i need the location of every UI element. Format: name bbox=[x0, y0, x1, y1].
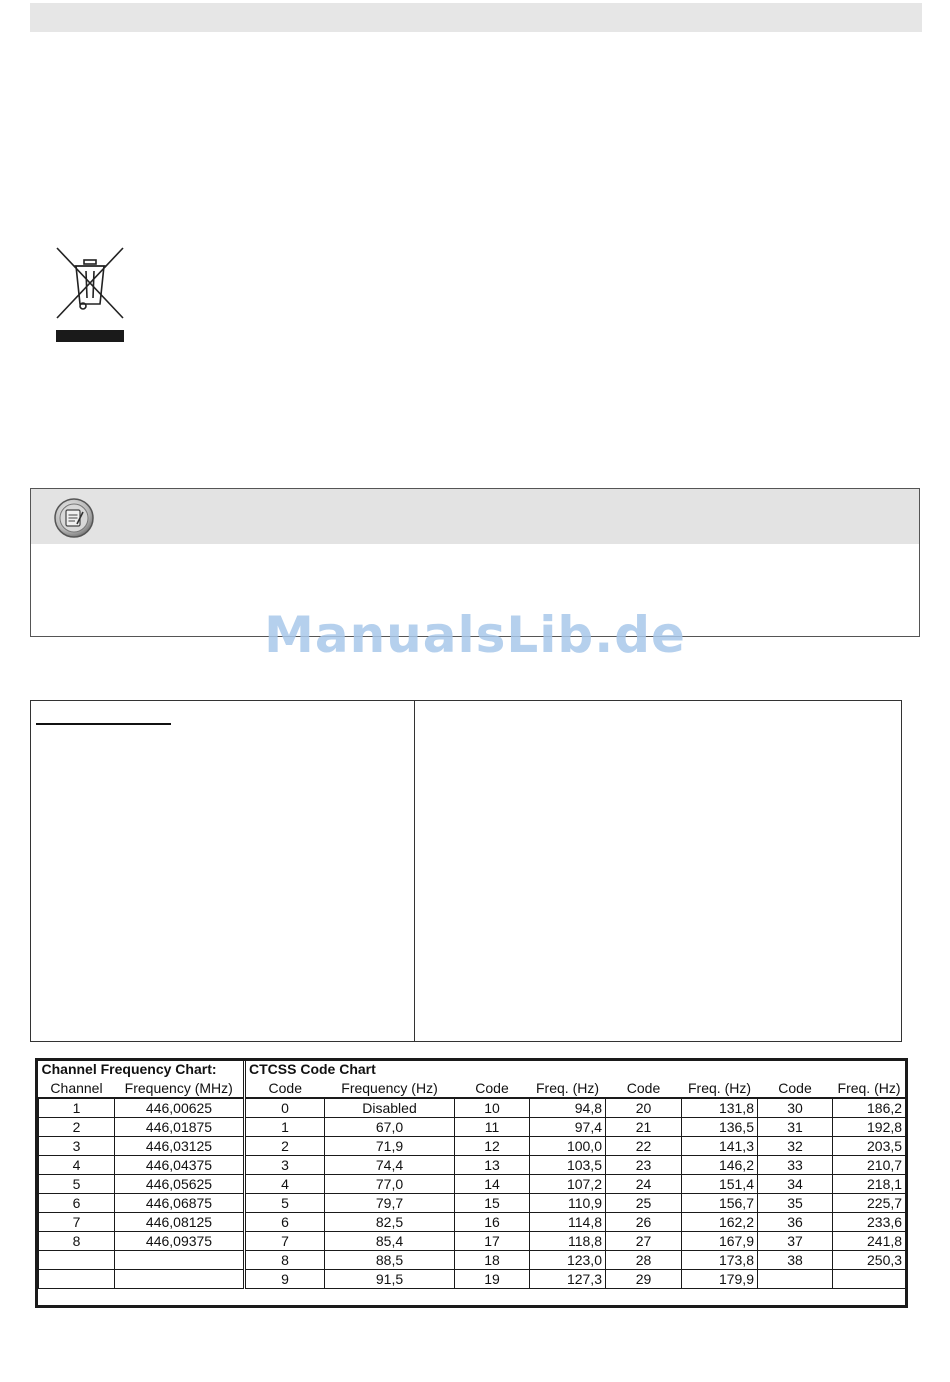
table-cell: 8 bbox=[39, 1232, 115, 1251]
table-cell: 32 bbox=[758, 1137, 833, 1156]
table-cell: 114,8 bbox=[530, 1213, 606, 1232]
table-cell: 3 bbox=[245, 1156, 325, 1175]
table-cell: 25 bbox=[606, 1194, 682, 1213]
table-cell: 107,2 bbox=[530, 1175, 606, 1194]
crossed-out-wheelie-bin-icon bbox=[54, 246, 126, 344]
table-cell: 20 bbox=[606, 1098, 682, 1118]
table-cell bbox=[39, 1251, 115, 1270]
table-cell: 210,7 bbox=[833, 1156, 906, 1175]
table-cell: 5 bbox=[39, 1175, 115, 1194]
table-cell: 123,0 bbox=[530, 1251, 606, 1270]
table-cell: 26 bbox=[606, 1213, 682, 1232]
table-row bbox=[39, 1194, 906, 1213]
table-cell: 179,9 bbox=[682, 1270, 758, 1289]
table-row bbox=[39, 1270, 906, 1289]
table-cell: 94,8 bbox=[530, 1098, 606, 1118]
table-cell: 446,08125 bbox=[115, 1213, 245, 1232]
table-cell: 8 bbox=[245, 1251, 325, 1270]
table-cell: 13 bbox=[455, 1156, 530, 1175]
table-cell: 0 bbox=[245, 1098, 325, 1118]
table-cell: 37 bbox=[758, 1232, 833, 1251]
table-cell: 4 bbox=[39, 1156, 115, 1175]
table-cell bbox=[758, 1270, 833, 1289]
table-cell: 24 bbox=[606, 1175, 682, 1194]
table-cell: 11 bbox=[455, 1118, 530, 1137]
note-icon bbox=[53, 497, 95, 539]
table-cell: 141,3 bbox=[682, 1137, 758, 1156]
header-bar bbox=[30, 3, 922, 32]
table-cell: 100,0 bbox=[530, 1137, 606, 1156]
table-cell: 446,04375 bbox=[115, 1156, 245, 1175]
table-cell: 446,00625 bbox=[115, 1098, 245, 1118]
table-cell: 27 bbox=[606, 1232, 682, 1251]
table-cell: 446,05625 bbox=[115, 1175, 245, 1194]
chart-header-row bbox=[39, 1079, 906, 1098]
table-cell: 15 bbox=[455, 1194, 530, 1213]
table-cell: 82,5 bbox=[325, 1213, 455, 1232]
table-cell: 146,2 bbox=[682, 1156, 758, 1175]
table-row bbox=[39, 1251, 906, 1270]
table-cell: 218,1 bbox=[833, 1175, 906, 1194]
table-cell: 10 bbox=[455, 1098, 530, 1118]
table-cell: 118,8 bbox=[530, 1232, 606, 1251]
col-header: Code bbox=[778, 1080, 812, 1096]
table-cell: 33 bbox=[758, 1156, 833, 1175]
table-cell: 203,5 bbox=[833, 1137, 906, 1156]
col-header: Code bbox=[626, 1080, 661, 1096]
table-cell: 3 bbox=[39, 1137, 115, 1156]
frequency-code-charts bbox=[35, 1058, 908, 1308]
table-cell: 156,7 bbox=[682, 1194, 758, 1213]
table-cell: 2 bbox=[245, 1137, 325, 1156]
table-cell: 186,2 bbox=[833, 1098, 906, 1118]
table-cell: 17 bbox=[455, 1232, 530, 1251]
table-cell: 446,09375 bbox=[115, 1232, 245, 1251]
col-header: Code bbox=[268, 1080, 302, 1096]
table-cell: 446,06875 bbox=[115, 1194, 245, 1213]
table-row bbox=[39, 1156, 906, 1175]
table-cell: 192,8 bbox=[833, 1118, 906, 1137]
table-cell: 22 bbox=[606, 1137, 682, 1156]
table-cell: 241,8 bbox=[833, 1232, 906, 1251]
table-cell: 19 bbox=[455, 1270, 530, 1289]
table-row bbox=[39, 1118, 906, 1137]
col-header: Channel bbox=[50, 1080, 103, 1096]
table-cell: 21 bbox=[606, 1118, 682, 1137]
table-cell: Disabled bbox=[325, 1098, 455, 1118]
chart-title-row bbox=[39, 1061, 906, 1079]
table-cell: 7 bbox=[245, 1232, 325, 1251]
table-cell: 30 bbox=[758, 1098, 833, 1118]
table-cell bbox=[39, 1270, 115, 1289]
note-header bbox=[31, 489, 919, 544]
table-cell: 136,5 bbox=[682, 1118, 758, 1137]
table-cell: 34 bbox=[758, 1175, 833, 1194]
table-cell bbox=[833, 1270, 906, 1289]
table-cell: 14 bbox=[455, 1175, 530, 1194]
table-row bbox=[39, 1232, 906, 1251]
table-cell: 131,8 bbox=[682, 1098, 758, 1118]
table-cell bbox=[115, 1251, 245, 1270]
table-cell: 28 bbox=[606, 1251, 682, 1270]
ctcss-chart-title: CTCSS Code Chart bbox=[249, 1061, 376, 1077]
table-cell: 36 bbox=[758, 1213, 833, 1232]
table-cell: 103,5 bbox=[530, 1156, 606, 1175]
table-row bbox=[39, 1098, 906, 1118]
table-cell: 167,9 bbox=[682, 1232, 758, 1251]
table-cell: 446,03125 bbox=[115, 1137, 245, 1156]
table-cell: 173,8 bbox=[682, 1251, 758, 1270]
table-cell: 6 bbox=[39, 1194, 115, 1213]
table-cell: 225,7 bbox=[833, 1194, 906, 1213]
table-cell: 7 bbox=[39, 1213, 115, 1232]
table-cell: 6 bbox=[245, 1213, 325, 1232]
col-header: Frequency (MHz) bbox=[115, 1079, 245, 1098]
table-cell: 29 bbox=[606, 1270, 682, 1289]
table-cell: 23 bbox=[606, 1156, 682, 1175]
col-header: Freq. (Hz) bbox=[837, 1080, 901, 1096]
table-cell: 5 bbox=[245, 1194, 325, 1213]
table-cell: 74,4 bbox=[325, 1156, 455, 1175]
table-cell: 85,4 bbox=[325, 1232, 455, 1251]
col-header: Freq. (Hz) bbox=[688, 1080, 751, 1096]
heading-underline bbox=[36, 723, 171, 725]
table-cell: 35 bbox=[758, 1194, 833, 1213]
table-cell: 12 bbox=[455, 1137, 530, 1156]
info-divider bbox=[414, 701, 415, 1041]
table-cell bbox=[115, 1270, 245, 1289]
info-box bbox=[30, 700, 902, 1042]
table-row bbox=[39, 1137, 906, 1156]
table-cell: 79,7 bbox=[325, 1194, 455, 1213]
table-cell: 162,2 bbox=[682, 1213, 758, 1232]
watermark: ManualsLib.de bbox=[264, 606, 686, 664]
col-header: Code bbox=[475, 1080, 509, 1096]
table-cell: 97,4 bbox=[530, 1118, 606, 1137]
table-cell: 91,5 bbox=[325, 1270, 455, 1289]
table-cell: 250,3 bbox=[833, 1251, 906, 1270]
table-cell: 127,3 bbox=[530, 1270, 606, 1289]
table-cell: 9 bbox=[245, 1270, 325, 1289]
channel-chart-title: Channel Frequency Chart: bbox=[39, 1061, 245, 1079]
table-cell: 1 bbox=[245, 1118, 325, 1137]
table-cell: 38 bbox=[758, 1251, 833, 1270]
table-cell: 1 bbox=[39, 1098, 115, 1118]
table-cell: 67,0 bbox=[325, 1118, 455, 1137]
table-cell: 233,6 bbox=[833, 1213, 906, 1232]
col-header: Frequency (Hz) bbox=[341, 1080, 438, 1096]
table-cell: 110,9 bbox=[530, 1194, 606, 1213]
table-row bbox=[39, 1175, 906, 1194]
col-header: Freq. (Hz) bbox=[536, 1080, 599, 1096]
table-cell: 446,01875 bbox=[115, 1118, 245, 1137]
table-cell: 88,5 bbox=[325, 1251, 455, 1270]
charts-table bbox=[38, 1061, 906, 1289]
table-cell: 16 bbox=[455, 1213, 530, 1232]
table-cell: 31 bbox=[758, 1118, 833, 1137]
table-row bbox=[39, 1213, 906, 1232]
table-cell: 4 bbox=[245, 1175, 325, 1194]
table-cell: 77,0 bbox=[325, 1175, 455, 1194]
table-cell: 2 bbox=[39, 1118, 115, 1137]
table-cell: 151,4 bbox=[682, 1175, 758, 1194]
table-cell: 18 bbox=[455, 1251, 530, 1270]
table-cell: 71,9 bbox=[325, 1137, 455, 1156]
